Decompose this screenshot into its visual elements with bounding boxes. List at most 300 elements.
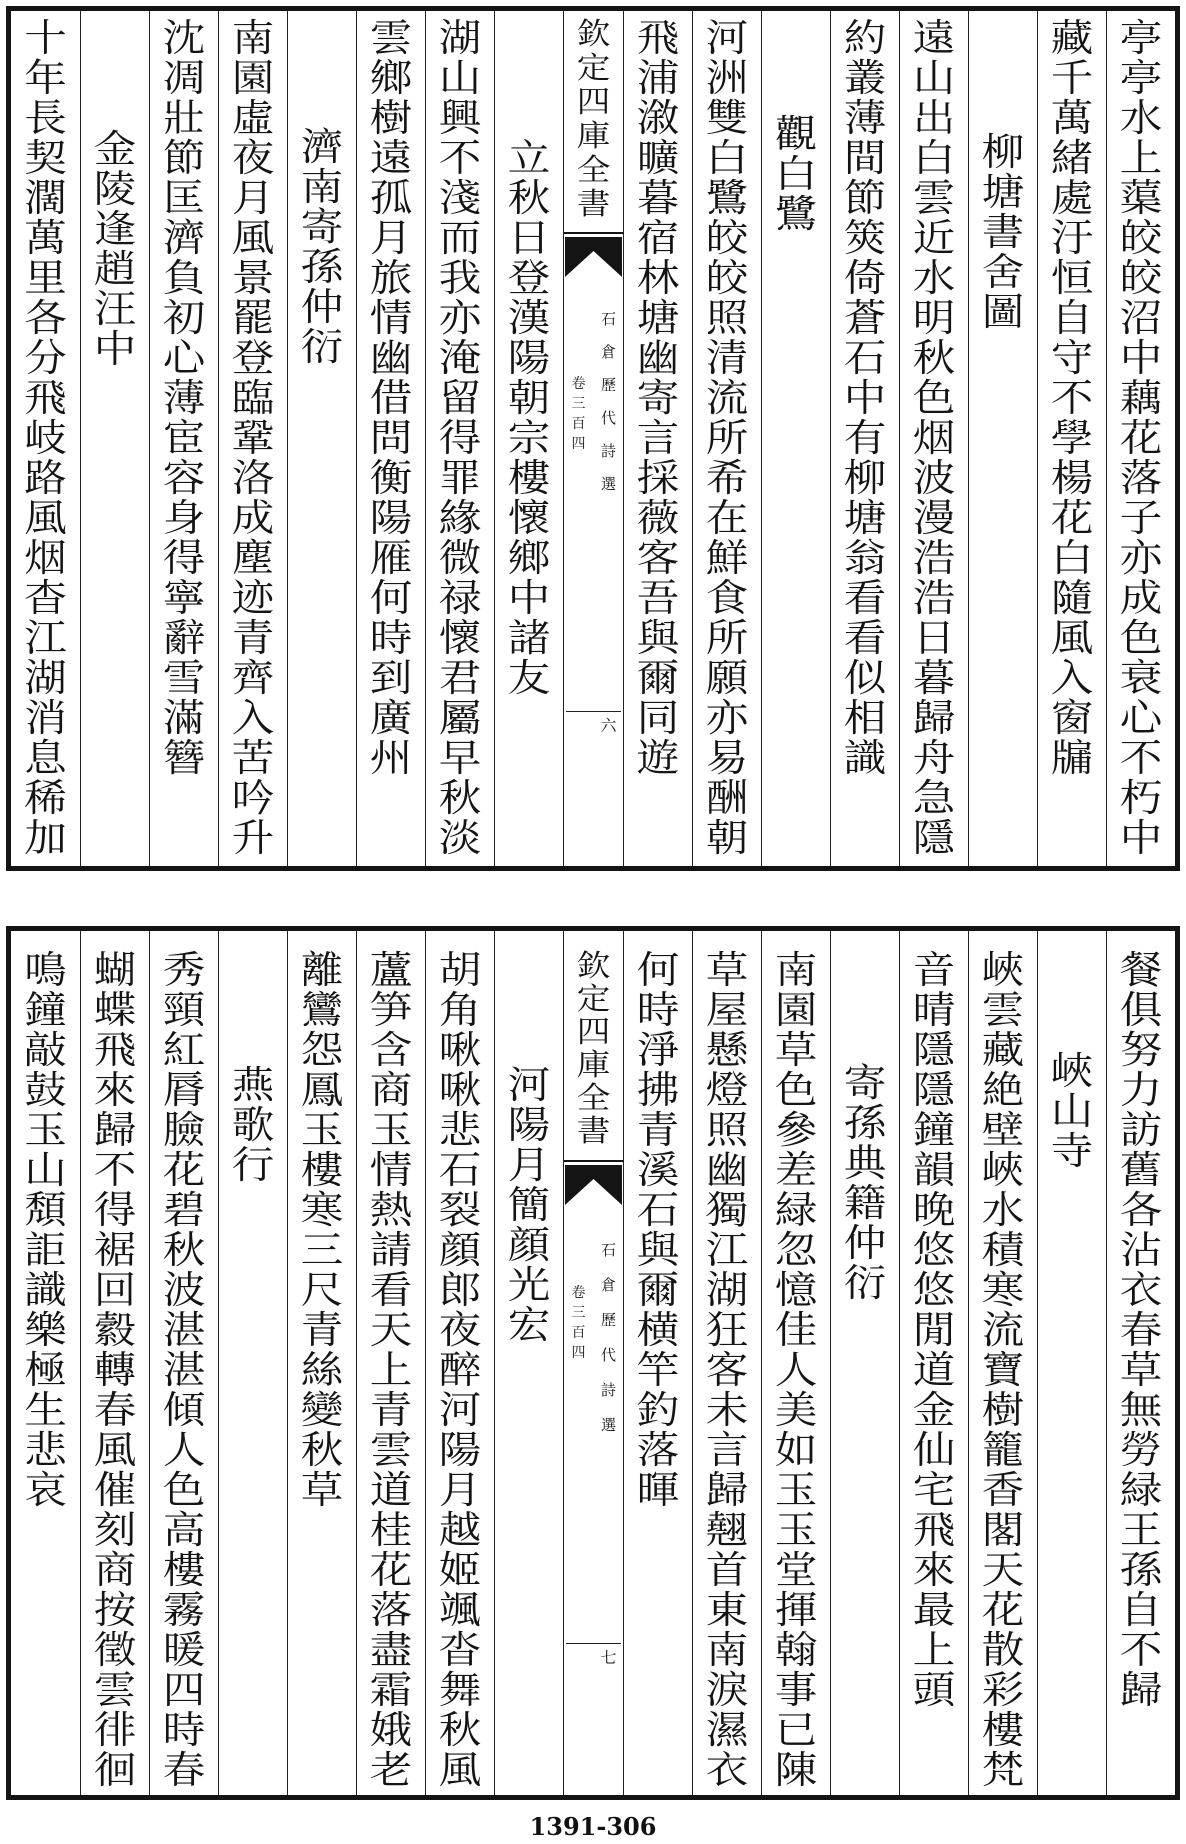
- glyph: 倉: [600, 343, 616, 361]
- glyph: 色: [912, 376, 956, 420]
- glyph: 玉: [774, 1468, 818, 1512]
- glyph: 青: [300, 1308, 344, 1352]
- page-panel-bottom: [6, 926, 1180, 1800]
- leaf-divider-line: [566, 711, 621, 712]
- glyph: 沈: [162, 16, 206, 60]
- glyph: 庫: [576, 119, 611, 154]
- glyph: 得: [93, 1188, 137, 1232]
- glyph: 秋: [507, 176, 551, 220]
- glyph: 陽: [369, 496, 413, 540]
- glyph: 已: [774, 1708, 818, 1752]
- glyph: 何: [369, 576, 413, 620]
- glyph: 訪: [1119, 1108, 1163, 1152]
- verse-text: [11, 950, 80, 1510]
- glyph: 王: [1119, 1508, 1163, 1552]
- glyph: 清: [705, 336, 749, 380]
- glyph: 人: [774, 1348, 818, 1392]
- glyph: 上: [912, 1628, 956, 1672]
- glyph: 簡: [507, 1183, 551, 1227]
- glyph: 俱: [1119, 988, 1163, 1032]
- glyph: 各: [1119, 1188, 1163, 1232]
- glyph: 四: [576, 1015, 611, 1050]
- glyph: 寒: [300, 1188, 344, 1232]
- glyph: 興: [438, 96, 482, 140]
- glyph: 徊: [93, 1748, 137, 1792]
- glyph: 趙: [93, 247, 137, 291]
- glyph: 緒: [1050, 136, 1094, 180]
- glyph: 代: [600, 1346, 616, 1364]
- glyph: 笋: [369, 988, 413, 1032]
- glyph: 倉: [600, 1276, 616, 1294]
- glyph: 易: [705, 736, 749, 780]
- glyph: 樓: [981, 1708, 1025, 1752]
- glyph: 照: [705, 296, 749, 340]
- glyph: 里: [24, 256, 67, 300]
- glyph: 色: [774, 1068, 818, 1112]
- glyph: 道: [369, 1468, 413, 1512]
- glyph: 青: [636, 1108, 680, 1152]
- glyph: 衰: [1119, 656, 1163, 700]
- glyph: 落: [1119, 456, 1163, 500]
- glyph: 看: [843, 576, 887, 620]
- glyph: 道: [912, 1348, 956, 1392]
- glyph: 濟: [300, 125, 344, 169]
- glyph: 勞: [1119, 1428, 1163, 1472]
- glyph: 花: [162, 1148, 206, 1192]
- glyph: 希: [705, 456, 749, 500]
- verse-text: [11, 18, 80, 858]
- glyph: 屬: [438, 696, 482, 740]
- glyph: 花: [981, 1588, 1025, 1632]
- glyph: 所: [705, 616, 749, 660]
- glyph: 薄: [162, 376, 206, 420]
- glyph: 三: [300, 1228, 344, 1272]
- glyph: 蘆: [369, 948, 413, 992]
- glyph: 成: [1119, 576, 1163, 620]
- glyph: 藏: [981, 1028, 1025, 1072]
- glyph: 悲: [24, 1428, 67, 1472]
- glyph: 庫: [576, 1048, 611, 1083]
- glyph: 杳: [24, 576, 67, 620]
- glyph: 同: [636, 696, 680, 740]
- poem-title-column: [80, 11, 149, 866]
- glyph: 雲: [912, 176, 956, 220]
- verse-text: [150, 18, 218, 778]
- glyph: 萬: [24, 216, 67, 260]
- glyph: 罷: [231, 296, 275, 340]
- verse-text: [81, 950, 149, 1790]
- glyph: 梵: [981, 1748, 1025, 1792]
- glyph: 色: [1119, 616, 1163, 660]
- glyph: 舍: [981, 250, 1025, 294]
- poem-title-column: [287, 11, 356, 866]
- glyph: 遠: [369, 136, 413, 180]
- glyph: 萬: [1050, 96, 1094, 140]
- glyph: 長: [24, 96, 67, 140]
- glyph: 堂: [774, 1548, 818, 1592]
- glyph: 間: [843, 136, 887, 180]
- glyph: 微: [438, 536, 482, 580]
- glyph: 百: [571, 416, 586, 432]
- glyph: 天: [369, 1308, 413, 1352]
- glyph: 翁: [843, 536, 887, 580]
- glyph: 無: [1119, 1388, 1163, 1432]
- glyph: 雲: [369, 16, 413, 60]
- glyph: 牖: [1050, 736, 1094, 780]
- glyph: 薄: [843, 96, 887, 140]
- glyph: 玉: [300, 1108, 344, 1152]
- glyph: 濕: [705, 1708, 749, 1752]
- glyph: 鼓: [24, 1068, 67, 1112]
- glyph: 守: [1050, 336, 1094, 380]
- glyph: 轉: [93, 1348, 137, 1392]
- glyph: 幽: [705, 1148, 749, 1192]
- glyph: 漫: [912, 496, 956, 540]
- glyph: 秋: [162, 1228, 206, 1272]
- glyph: 上: [1119, 136, 1163, 180]
- collection-title: [564, 950, 623, 1148]
- verse-text: [219, 18, 287, 858]
- glyph: 翹: [705, 1508, 749, 1552]
- glyph: 悠: [912, 1268, 956, 1312]
- glyph: 選: [600, 475, 616, 493]
- glyph: 上: [369, 1348, 413, 1392]
- glyph: 叢: [843, 56, 887, 100]
- glyph: 藏: [1050, 16, 1094, 60]
- glyph: 飛: [24, 376, 67, 420]
- glyph: 中: [1119, 816, 1163, 860]
- glyph: 臨: [231, 376, 275, 420]
- glyph: 南: [705, 1628, 749, 1672]
- glyph: 典: [843, 1141, 887, 1185]
- glyph: 敲: [24, 1028, 67, 1072]
- glyph: 食: [705, 576, 749, 620]
- poem-title-column: [968, 11, 1037, 866]
- glyph: 揮: [774, 1588, 818, 1632]
- verse-column: [830, 11, 899, 866]
- center-column: [563, 931, 623, 1795]
- glyph: 近: [912, 216, 956, 260]
- glyph: 有: [843, 416, 887, 460]
- glyph: 南: [774, 948, 818, 992]
- leaf-number: 七: [600, 1648, 617, 1667]
- glyph: 東: [705, 1588, 749, 1632]
- glyph: 顔: [507, 1223, 551, 1267]
- glyph: 閒: [912, 1308, 956, 1352]
- glyph: 吾: [636, 576, 680, 620]
- glyph: 水: [1119, 96, 1163, 140]
- glyph: 蕖: [1119, 176, 1163, 220]
- glyph: 柳: [843, 456, 887, 500]
- glyph: 首: [705, 1548, 749, 1592]
- glyph: 自: [1050, 296, 1094, 340]
- glyph: 壯: [162, 96, 206, 140]
- glyph: 胡: [438, 948, 482, 992]
- glyph: 桂: [369, 1508, 413, 1552]
- glyph: 江: [705, 1228, 749, 1272]
- glyph: 身: [162, 496, 206, 540]
- glyph: 按: [93, 1588, 137, 1632]
- verse-column: [425, 931, 494, 1795]
- glyph: 欽: [576, 949, 611, 984]
- glyph: 逢: [93, 207, 137, 251]
- glyph: 容: [162, 456, 206, 500]
- glyph: 哀: [24, 1468, 67, 1512]
- glyph: 雲: [93, 1668, 137, 1712]
- glyph: 玉: [774, 1508, 818, 1552]
- glyph: 出: [912, 96, 956, 140]
- volume-label: [564, 374, 593, 454]
- glyph: 月: [231, 176, 275, 220]
- glyph: 路: [24, 456, 67, 500]
- glyph: 事: [774, 1668, 818, 1712]
- glyph: 懷: [438, 616, 482, 660]
- glyph: 樓: [507, 456, 551, 500]
- glyph: 成: [231, 496, 275, 540]
- glyph: 皎: [705, 256, 749, 300]
- glyph: 蝶: [93, 988, 137, 1032]
- glyph: 選: [600, 1416, 616, 1434]
- glyph: 浩: [912, 576, 956, 620]
- glyph: 色: [162, 1468, 206, 1512]
- glyph: 中: [1119, 336, 1163, 380]
- verse-column: [899, 931, 968, 1795]
- verse-column: [692, 931, 761, 1795]
- glyph: 花: [369, 1548, 413, 1592]
- poem-title-column: [761, 11, 830, 866]
- glyph: 我: [438, 256, 482, 300]
- glyph: 息: [24, 736, 67, 780]
- glyph: 升: [231, 816, 275, 860]
- glyph: 郎: [438, 1268, 482, 1312]
- glyph: 峽: [1050, 1049, 1094, 1093]
- glyph: 塘: [843, 496, 887, 540]
- leaf-divider-line: [566, 1643, 621, 1644]
- glyph: 識: [843, 736, 887, 780]
- glyph: 玉: [369, 1108, 413, 1152]
- glyph: 明: [912, 296, 956, 340]
- verse-text: [900, 18, 968, 858]
- verse-text: [426, 18, 494, 858]
- glyph: 差: [774, 1148, 818, 1192]
- glyph: 曠: [636, 136, 680, 180]
- glyph: 縠: [93, 1308, 137, 1352]
- glyph: 離: [300, 948, 344, 992]
- glyph: 請: [369, 1228, 413, 1272]
- glyph: 鐘: [912, 1108, 956, 1152]
- glyph: 山: [438, 56, 482, 100]
- glyph: 日: [507, 216, 551, 260]
- glyph: 孫: [1119, 1548, 1163, 1592]
- glyph: 齊: [231, 656, 275, 700]
- glyph: 白: [705, 136, 749, 180]
- glyph: 濶: [24, 176, 67, 220]
- glyph: 努: [1119, 1028, 1163, 1072]
- glyph: 衡: [369, 456, 413, 500]
- glyph: 倚: [843, 256, 887, 300]
- book-title: [594, 303, 623, 501]
- glyph: 參: [774, 1108, 818, 1152]
- glyph: 角: [438, 988, 482, 1032]
- glyph: 醉: [438, 1348, 482, 1392]
- glyph: 寄: [843, 1061, 887, 1105]
- glyph: 回: [93, 1268, 137, 1312]
- glyph: 宏: [507, 1303, 551, 1347]
- glyph: 雪: [162, 656, 206, 700]
- glyph: 浩: [912, 536, 956, 580]
- glyph: 流: [705, 376, 749, 420]
- glyph: 四: [576, 85, 611, 120]
- glyph: 臉: [162, 1108, 206, 1152]
- glyph: 徘: [93, 1708, 137, 1752]
- glyph: 香: [981, 1468, 1025, 1512]
- glyph: 寺: [1050, 1129, 1094, 1173]
- glyph: 亦: [438, 296, 482, 340]
- glyph: 汪: [93, 287, 137, 331]
- glyph: 熱: [369, 1188, 413, 1232]
- glyph: 湖: [24, 656, 67, 700]
- glyph: 忽: [774, 1228, 818, 1272]
- glyph: 舊: [1119, 1148, 1163, 1192]
- glyph: 晴: [912, 988, 956, 1032]
- glyph: 陽: [438, 1428, 482, 1472]
- glyph: 壁: [981, 1108, 1025, 1152]
- leaf-number: 六: [600, 716, 617, 735]
- glyph: 鮮: [705, 536, 749, 580]
- verse-text: [693, 18, 761, 858]
- glyph: 旅: [369, 256, 413, 300]
- glyph: 迹: [231, 576, 275, 620]
- glyph: 留: [438, 376, 482, 420]
- glyph: 自: [1119, 1588, 1163, 1632]
- glyph: 越: [438, 1508, 482, 1552]
- glyph: 辭: [162, 616, 206, 660]
- glyph: 宦: [162, 416, 206, 460]
- poem-title: [219, 1065, 287, 1185]
- glyph: 河: [705, 16, 749, 60]
- glyph: 加: [24, 816, 67, 860]
- glyph: 鳴: [24, 948, 67, 992]
- verse-column: [761, 931, 830, 1795]
- glyph: 恒: [1050, 256, 1094, 300]
- glyph: 處: [1050, 176, 1094, 220]
- glyph: 春: [93, 1388, 137, 1432]
- glyph: 塘: [981, 170, 1025, 214]
- glyph: 書: [576, 1114, 611, 1149]
- glyph: 淹: [438, 336, 482, 380]
- glyph: 浦: [636, 56, 680, 100]
- glyph: 拂: [636, 1068, 680, 1112]
- glyph: 皎: [1119, 256, 1163, 300]
- glyph: 青: [369, 1388, 413, 1432]
- glyph: 頽: [24, 1188, 67, 1232]
- glyph: 友: [507, 656, 551, 700]
- glyph: 詩: [600, 1381, 616, 1399]
- glyph: 稀: [24, 776, 67, 820]
- glyph: 滿: [162, 696, 206, 740]
- glyph: 流: [981, 1308, 1025, 1352]
- glyph: 淨: [636, 1028, 680, 1072]
- glyph: 峽: [981, 948, 1025, 992]
- glyph: 欽: [576, 17, 611, 52]
- glyph: 閣: [981, 1508, 1025, 1552]
- volume-label: [564, 1283, 593, 1363]
- glyph: 人: [162, 1428, 206, 1472]
- glyph: 金: [93, 127, 137, 171]
- verse-text: [624, 18, 692, 778]
- glyph: 秋: [438, 1708, 482, 1752]
- glyph: 廣: [369, 696, 413, 740]
- glyph: 竿: [636, 1348, 680, 1392]
- poem-title-column: [830, 931, 899, 1795]
- glyph: 不: [93, 1148, 137, 1192]
- glyph: 四: [571, 436, 586, 452]
- glyph: 白: [1050, 536, 1094, 580]
- glyph: 卷: [571, 1285, 586, 1301]
- glyph: 看: [843, 616, 887, 660]
- glyph: 白: [774, 152, 818, 196]
- glyph: 陵: [93, 167, 137, 211]
- glyph: 幽: [636, 336, 680, 380]
- glyph: 登: [231, 336, 275, 380]
- glyph: 刻: [93, 1508, 137, 1552]
- glyph: 陳: [774, 1748, 818, 1792]
- glyph: 早: [438, 736, 482, 780]
- glyph: 緑: [774, 1188, 818, 1232]
- glyph: 青: [231, 616, 275, 660]
- glyph: 衣: [1119, 1268, 1163, 1312]
- glyph: 溪: [636, 1148, 680, 1192]
- glyph: 變: [300, 1388, 344, 1432]
- glyph: 諸: [507, 616, 551, 660]
- glyph: 沾: [1119, 1228, 1163, 1272]
- glyph: 陽: [507, 1103, 551, 1147]
- glyph: 淚: [705, 1668, 749, 1712]
- glyph: 時: [636, 988, 680, 1032]
- glyph: 朽: [1119, 776, 1163, 820]
- glyph: 景: [231, 256, 275, 300]
- glyph: 波: [162, 1268, 206, 1312]
- glyph: 山: [24, 1148, 67, 1192]
- glyph: 南: [231, 16, 275, 60]
- poem-title: [495, 1065, 563, 1345]
- glyph: 春: [162, 1748, 206, 1792]
- glyph: 如: [774, 1428, 818, 1472]
- glyph: 未: [705, 1388, 749, 1432]
- glyph: 寄: [300, 205, 344, 249]
- glyph: 月: [438, 1468, 482, 1512]
- verse-column: [1106, 11, 1175, 866]
- glyph: 樹: [369, 96, 413, 140]
- glyph: 孫: [300, 245, 344, 289]
- glyph: 詎: [24, 1228, 67, 1272]
- glyph: 美: [774, 1388, 818, 1432]
- glyph: 湛: [162, 1308, 206, 1352]
- glyph: 烟: [24, 536, 67, 580]
- glyph: 得: [438, 416, 482, 460]
- glyph: 濟: [162, 216, 206, 260]
- glyph: 裂: [438, 1188, 482, 1232]
- glyph: 禄: [438, 576, 482, 620]
- glyph: 卷: [571, 376, 586, 392]
- glyph: 天: [981, 1548, 1025, 1592]
- glyph: 隱: [912, 1028, 956, 1072]
- verse-column: [80, 931, 149, 1795]
- glyph: 暮: [912, 656, 956, 700]
- glyph: 飛: [636, 16, 680, 60]
- page-number: 1391-306: [529, 1812, 657, 1841]
- glyph: 客: [705, 1348, 749, 1392]
